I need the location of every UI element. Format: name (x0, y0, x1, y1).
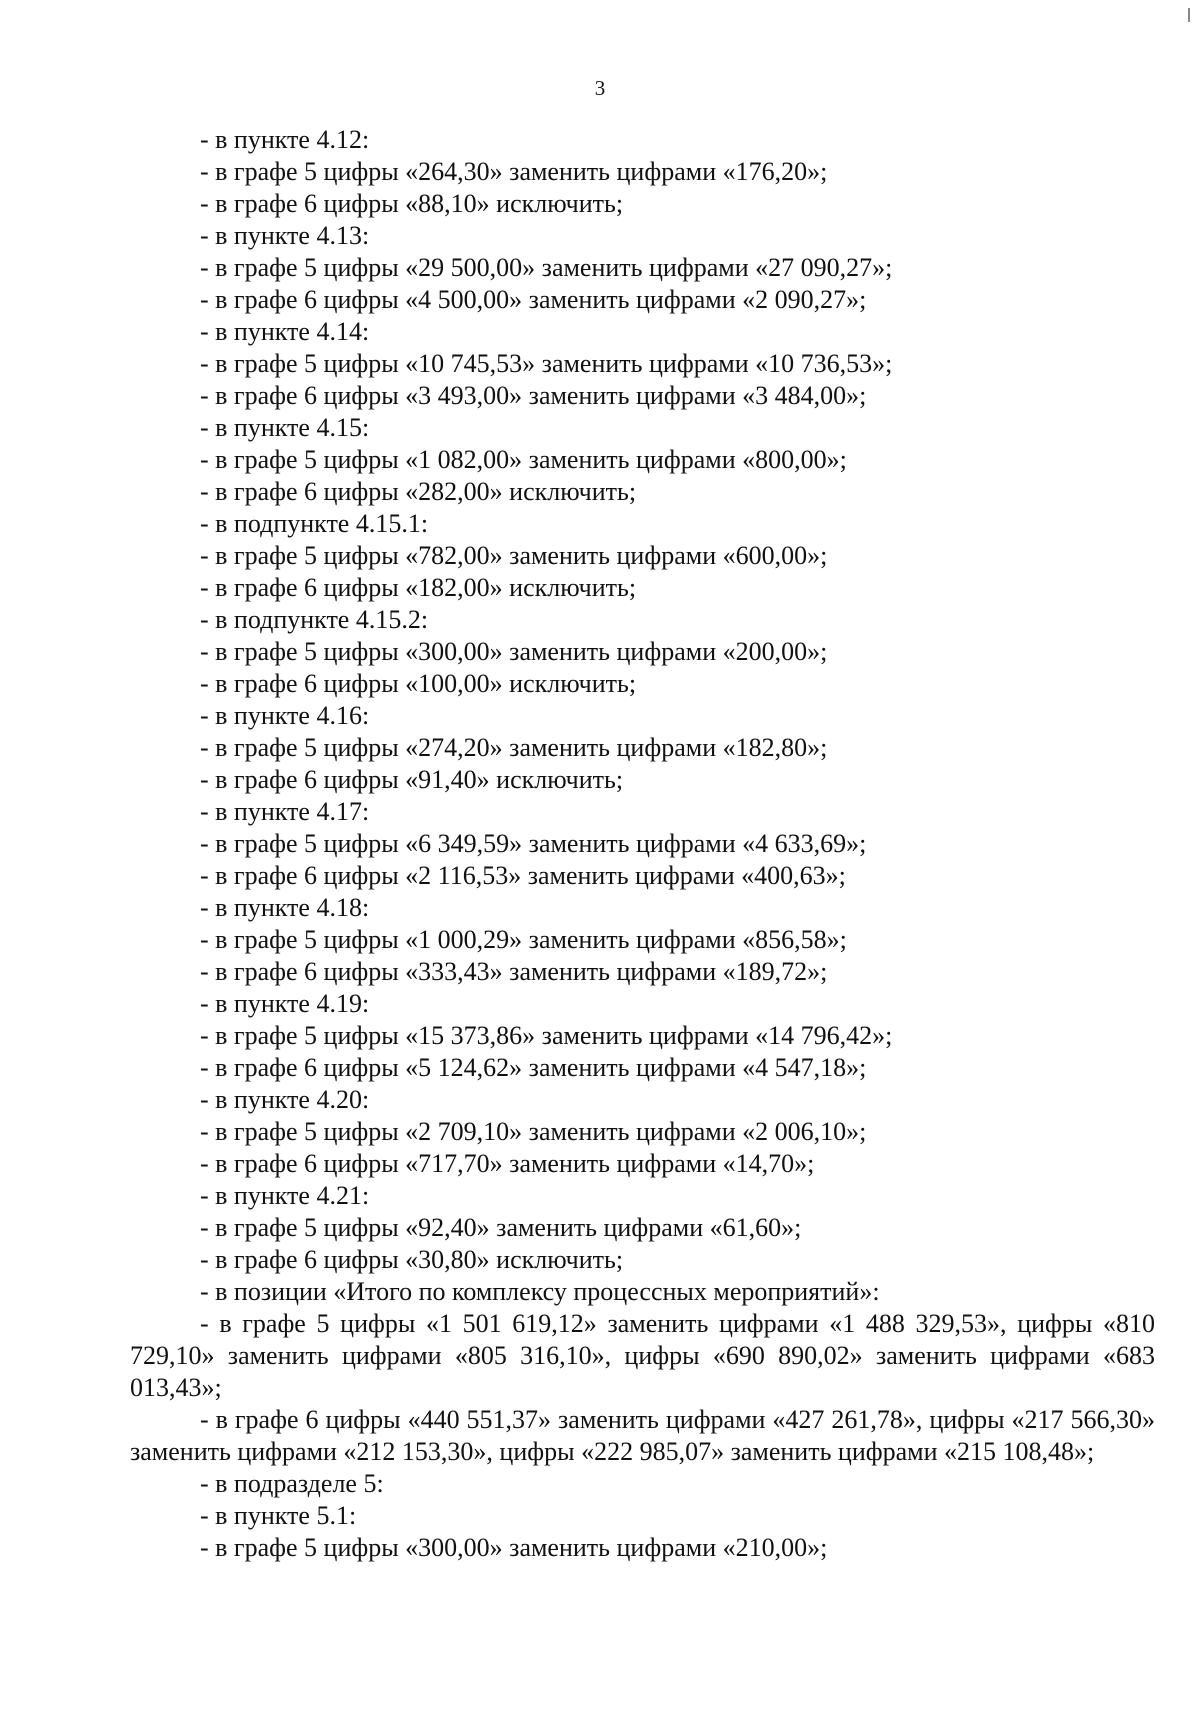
text-line: - в графе 5 цифры «29 500,00» заменить цифрами «27 090,27»; (200, 253, 893, 282)
text-line: - в графе 6 цифры «91,40» исключить; (200, 765, 624, 794)
text-line: - в графе 6 цифры «5 124,62» заменить цифрами «4 547,18»; (200, 1053, 867, 1082)
page-number: 3 (594, 76, 606, 100)
margin-mark (1188, 8, 1190, 22)
text-line: - в графе 5 цифры «274,20» заменить цифрами «182,80»; (200, 733, 828, 762)
text-line: - в пункте 4.18: (200, 893, 370, 922)
paragraph-column-6: - в графе 6 цифры «440 551,37» заменить цифрами «427 261,78», цифры «217 566,30» заменить цифрами «212 153,30», цифры «222 985,07» заменить цифрами «215 108,48»; (130, 1405, 1155, 1466)
text-line: - в позиции «Итого по комплексу процессных мероприятий»: (200, 1277, 880, 1306)
text-line: - в графе 6 цифры «333,43» заменить цифрами «189,72»; (200, 957, 828, 986)
text-line: - в графе 5 цифры «264,30» заменить цифрами «176,20»; (200, 157, 828, 186)
text-line: - в пункте 4.20: (200, 1085, 370, 1114)
document-body (130, 124, 1155, 1564)
paragraph-column-5: - в графе 5 цифры «1 501 619,12» заменить цифрами «1 488 329,53», цифры «810 729,10» заменить цифрами «805 316,10», цифры «690 890,02» заменить цифрами «683 013,43»; (130, 1309, 1155, 1402)
text-line: - в графе 6 цифры «717,70» заменить цифрами «14,70»; (200, 1149, 815, 1178)
text-line: - в графе 6 цифры «182,00» исключить; (200, 573, 637, 602)
text-line: - в графе 6 цифры «100,00» исключить; (200, 669, 637, 698)
text-line: - в пункте 4.14: (200, 317, 370, 346)
text-line: - в графе 5 цифры «10 745,53» заменить цифрами «10 736,53»; (200, 349, 893, 378)
text-line: - в пункте 4.16: (200, 701, 370, 730)
text-line: - в графе 5 цифры «2 709,10» заменить цифрами «2 006,10»; (200, 1117, 867, 1146)
text-line: - в графе 5 цифры «92,40» заменить цифрами «61,60»; (200, 1213, 802, 1242)
text-line: - в графе 5 цифры «1 000,29» заменить цифрами «856,58»; (200, 925, 847, 954)
text-line: - в пункте 4.12: (200, 125, 370, 154)
text-line: - в графе 5 цифры «1 082,00» заменить цифрами «800,00»; (200, 445, 847, 474)
text-line: - в пункте 5.1: (200, 1501, 357, 1530)
text-line: - в графе 6 цифры «3 493,00» заменить цифрами «3 484,00»; (200, 381, 867, 410)
text-line: - в графе 5 цифры «782,00» заменить цифрами «600,00»; (200, 541, 828, 570)
text-line: - в графе 6 цифры «88,10» исключить; (200, 189, 624, 218)
text-line: - в графе 6 цифры «282,00» исключить; (200, 477, 637, 506)
text-line: - в пункте 4.15: (200, 413, 370, 442)
text-line: - в пункте 4.19: (200, 989, 370, 1018)
text-line: - в пункте 4.13: (200, 221, 370, 250)
text-line: - в графе 5 цифры «300,00» заменить цифрами «200,00»; (200, 637, 828, 666)
text-line: - в графе 5 цифры «15 373,86» заменить цифрами «14 796,42»; (200, 1021, 893, 1050)
text-line: - в графе 5 цифры «6 349,59» заменить цифрами «4 633,69»; (200, 829, 867, 858)
text-line: - в подпункте 4.15.1: (200, 509, 429, 538)
text-line: - в пункте 4.21: (200, 1181, 370, 1210)
text-line: - в пункте 4.17: (200, 797, 370, 826)
text-line: - в подпункте 4.15.2: (200, 605, 429, 634)
text-line: - в графе 6 цифры «2 116,53» заменить цифрами «400,63»; (200, 861, 846, 890)
text-line: - в графе 5 цифры «300,00» заменить цифрами «210,00»; (200, 1533, 828, 1562)
text-line: - в подразделе 5: (200, 1469, 384, 1498)
text-line: - в графе 6 цифры «4 500,00» заменить цифрами «2 090,27»; (200, 285, 867, 314)
text-line: - в графе 6 цифры «30,80» исключить; (200, 1245, 624, 1274)
